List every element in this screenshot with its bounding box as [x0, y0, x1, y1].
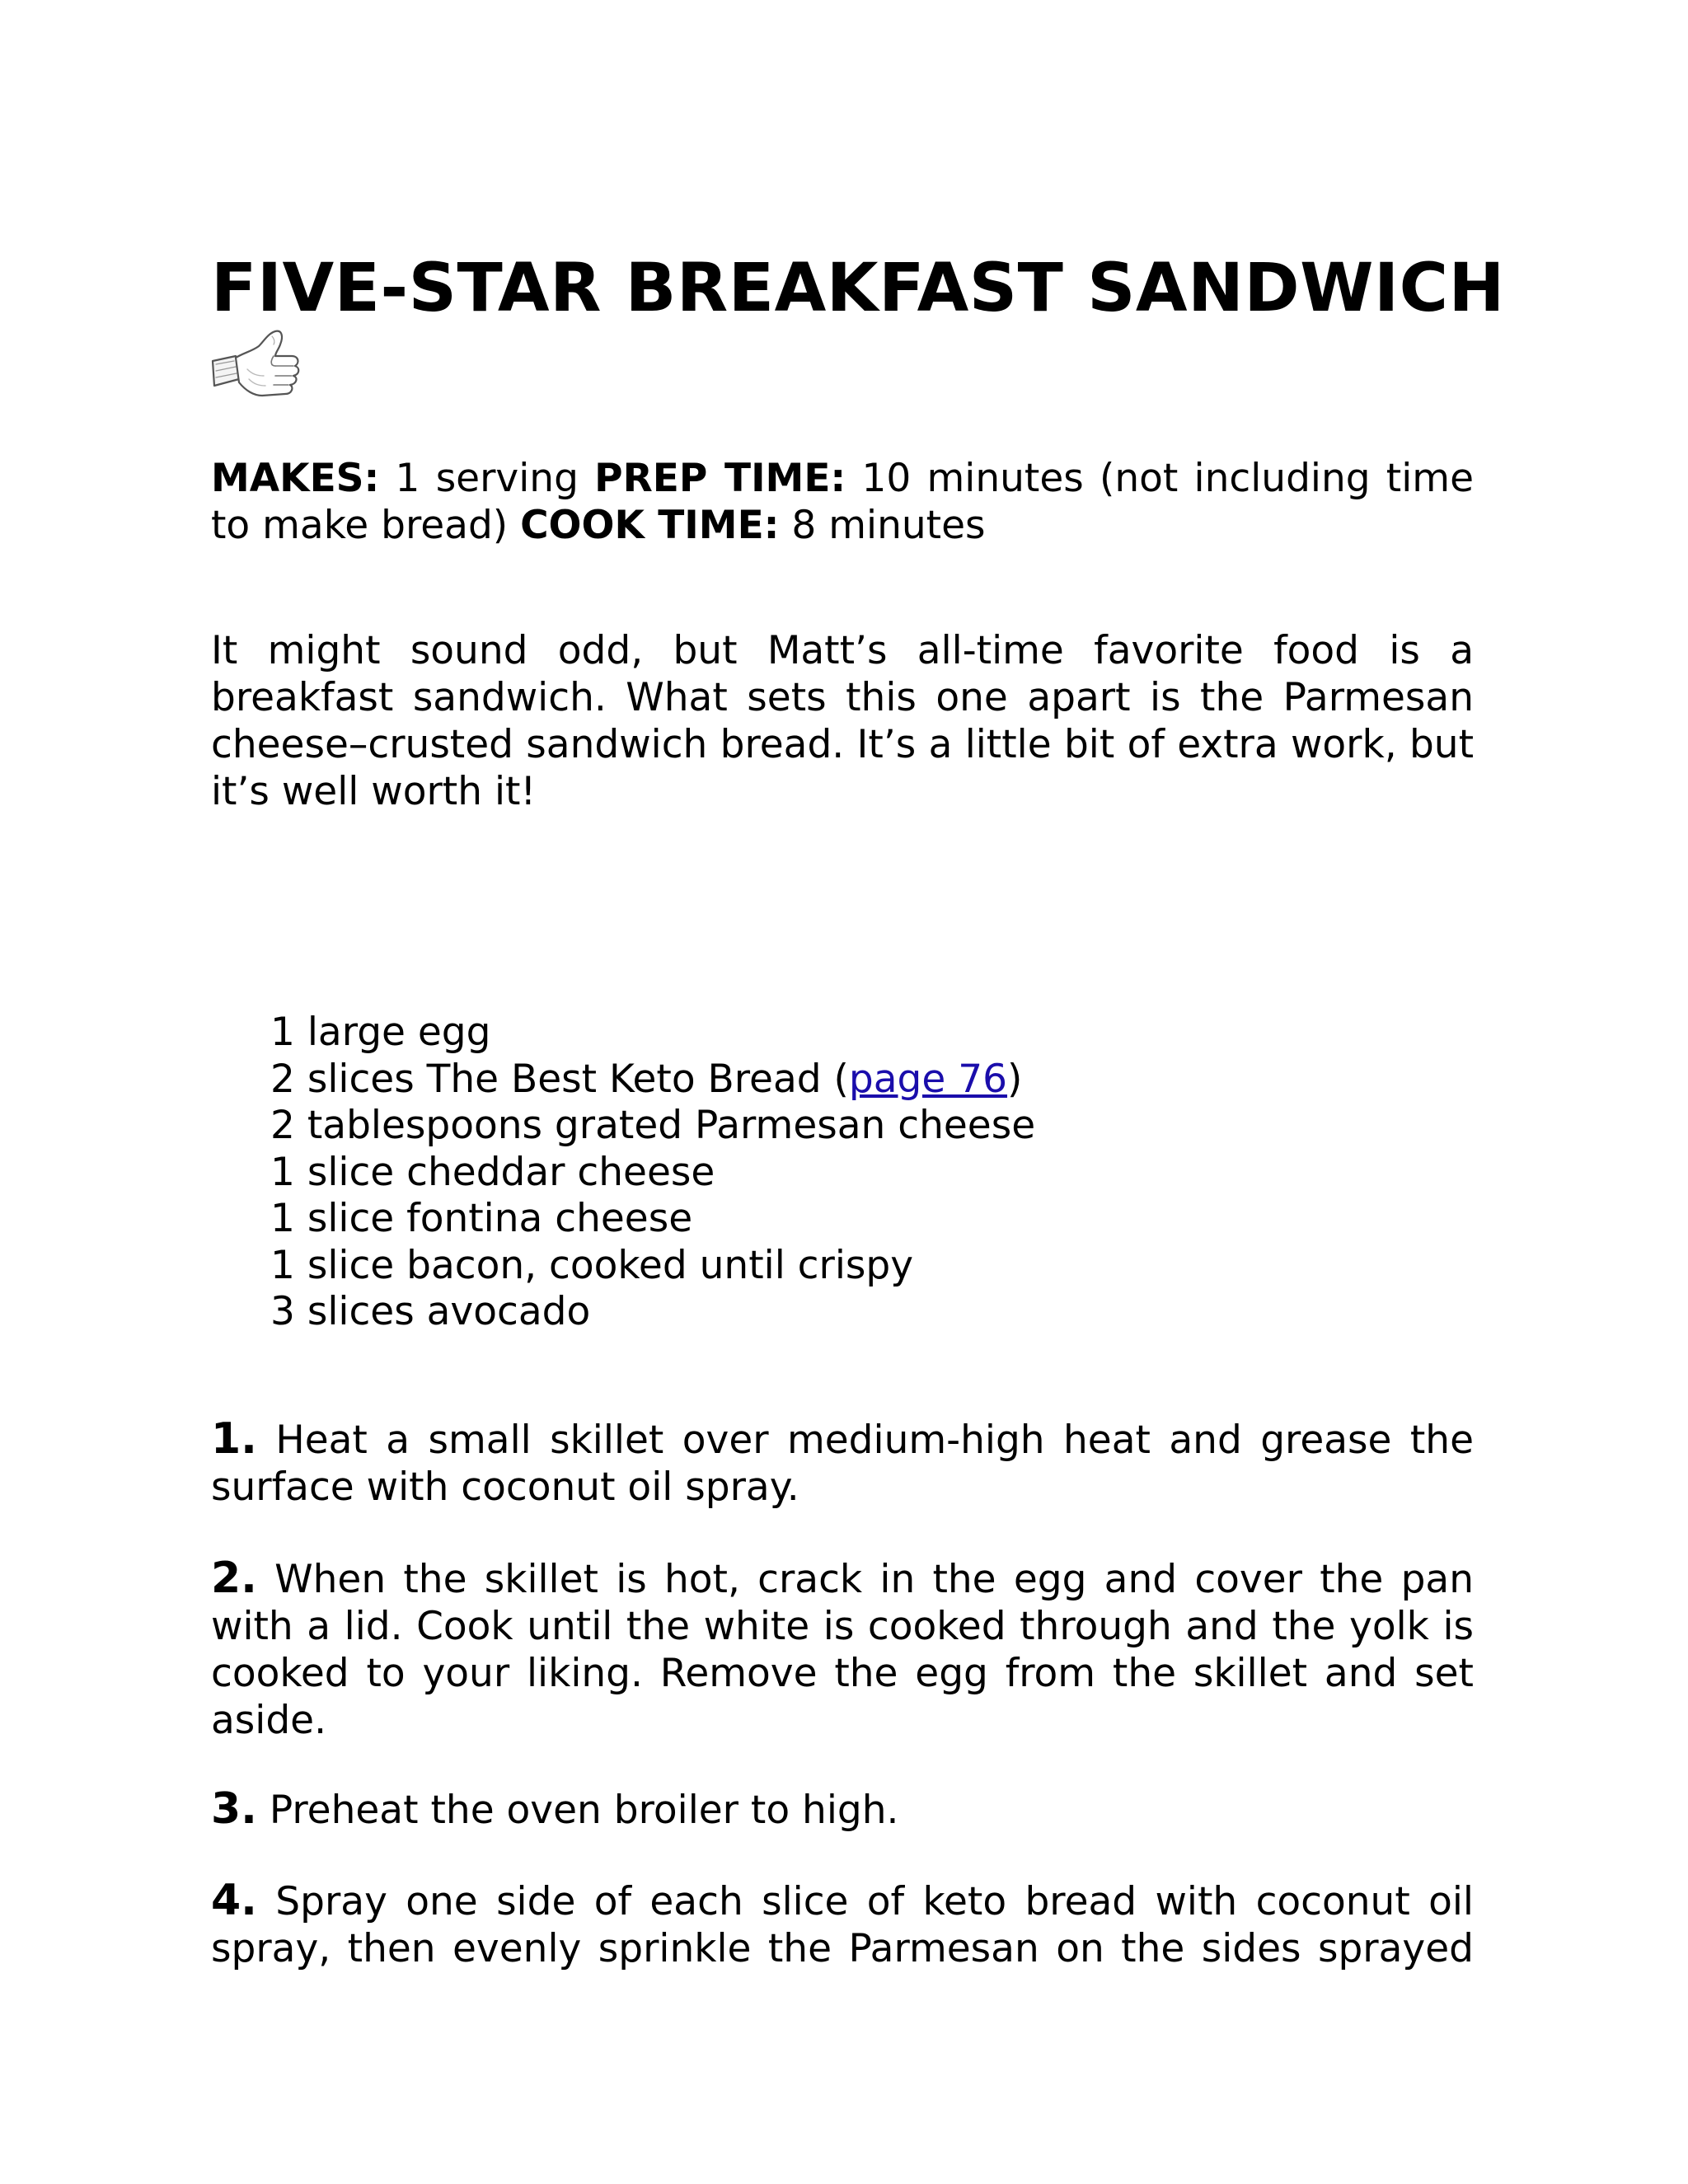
ingredient-list [270, 1010, 1035, 1336]
recipe-intro: It might sound odd, but Matt’s all-time favorite food is a breakfast sandwich. What sets this one apart is the Parmesan cheese–crusted sandwich bread. It’s a little bit of extra work, but it’s well worth it! [211, 628, 1474, 814]
step-2 [211, 1555, 1474, 1744]
step-number: 1. [211, 1414, 257, 1464]
page-link[interactable]: page 76 [848, 1056, 1008, 1102]
ingredient-item: 1 slice cheddar cheese [270, 1149, 715, 1195]
ingredient-item [270, 1057, 1035, 1104]
step-3 [211, 1786, 1474, 1834]
ingredient-item: 1 slice fontina cheese [270, 1196, 693, 1241]
ingredient-item: 3 slices avocado [270, 1289, 591, 1334]
ingredient-text: ) [1007, 1056, 1023, 1102]
recipe-title: FIVE-STAR BREAKFAST SANDWICH [211, 250, 1505, 327]
step-number: 2. [211, 1554, 257, 1603]
step-4 [211, 1877, 1474, 1972]
prep-time-value: 10 minutes (not including time to make bread) [211, 456, 1474, 548]
step-text: Spray one side of each slice of keto bread with coconut oil spray, then evenly sprinkle the Parmesan on the sides sprayed [211, 1879, 1474, 1971]
ingredient-text: 2 slices The Best Keto Bread ( [270, 1056, 849, 1102]
cook-time-label: COOK TIME: [520, 503, 780, 548]
ingredient-item: 2 tablespoons grated Parmesan cheese [270, 1103, 1036, 1148]
ingredient-item: 1 large egg [270, 1010, 491, 1055]
step-text: Preheat the oven broiler to high. [256, 1788, 899, 1833]
makes-value: 1 serving [379, 456, 595, 501]
recipe-page [211, 0, 1505, 2184]
step-1 [211, 1416, 1474, 1511]
step-number: 3. [211, 1784, 257, 1834]
step-text: Heat a small skillet over medium-high heat and grease the surface with coconut oil spray. [211, 1418, 1474, 1510]
cook-time-value: 8 minutes [779, 503, 986, 548]
step-number: 4. [211, 1876, 257, 1925]
makes-label: MAKES: [211, 456, 380, 501]
thumbs-up-icon [211, 328, 303, 414]
step-text: When the skillet is hot, crack in the egg and cover the pan with a lid. Cook until the white is cooked through and the yolk is cooked to your liking. Remove the egg from the skillet and set aside. [211, 1557, 1474, 1743]
ingredient-item: 1 slice bacon, cooked until crispy [270, 1242, 914, 1288]
recipe-meta [211, 455, 1474, 549]
prep-time-label: PREP TIME: [594, 456, 846, 501]
